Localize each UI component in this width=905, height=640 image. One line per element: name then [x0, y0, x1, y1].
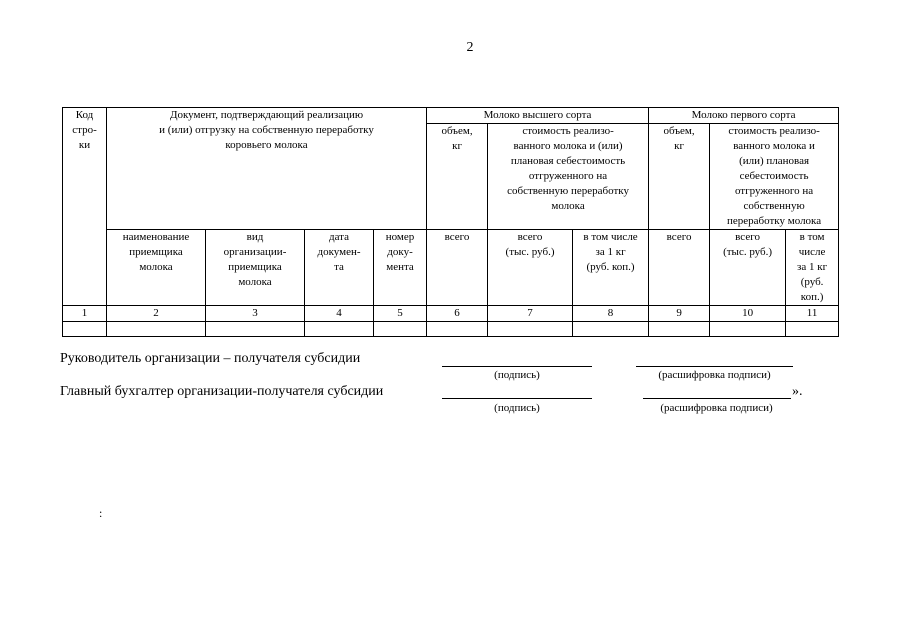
closing-quote: ». — [792, 384, 803, 399]
header-cost-first-grade: стоимость реализо- ванного молока и (или) плановая себестоимость отгруженного на собственную переработку молока — [710, 124, 839, 230]
stray-colon-mark: : — [99, 506, 103, 520]
column-number: 4 — [305, 306, 374, 322]
head-decoding-line[interactable] — [636, 366, 793, 367]
data-cell[interactable] — [573, 322, 649, 337]
data-cell[interactable] — [427, 322, 488, 337]
accountant-decoding-caption: (расшифровка подписи) — [660, 402, 773, 414]
header-first-grade-milk: Молоко первого сорта — [649, 108, 839, 124]
empty-data-row — [63, 322, 839, 337]
header-top-grade-milk: Молоко высшего сорта — [427, 108, 649, 124]
header-volume-top-grade: объем, кг — [427, 124, 488, 230]
column-number: 7 — [488, 306, 573, 322]
accountant-signature-caption: (подпись) — [494, 402, 540, 414]
accountant-signature-line[interactable] — [442, 398, 592, 399]
column-number: 2 — [107, 306, 206, 322]
subheader-per-kg-top: в том числе за 1 кг (руб. коп.) — [573, 230, 649, 306]
subheader-total-volume-first: всего — [649, 230, 710, 306]
column-number-row — [63, 306, 839, 322]
subheader-per-kg-first: в том числе за 1 кг (руб. коп.) — [786, 230, 839, 306]
data-cell[interactable] — [649, 322, 710, 337]
subheader-document-number: номер доку- мента — [374, 230, 427, 306]
head-signature-line[interactable] — [442, 366, 592, 367]
column-number: 3 — [206, 306, 305, 322]
subheader-total-cost-top: всего (тыс. руб.) — [488, 230, 573, 306]
head-signature-caption: (подпись) — [494, 369, 540, 381]
accountant-signature-label: Главный бухгалтер организации-получателя субсидии — [60, 384, 384, 399]
subheader-document-date: дата докумен- та — [305, 230, 374, 306]
milk-sales-table — [62, 107, 839, 337]
header-document: Документ, подтверждающий реализацию и (или) отгрузку на собственную переработку коровьего молока — [107, 108, 427, 230]
subheader-total-volume-top: всего — [427, 230, 488, 306]
data-cell[interactable] — [786, 322, 839, 337]
data-cell[interactable] — [374, 322, 427, 337]
column-number: 10 — [710, 306, 786, 322]
header-volume-first-grade: объем, кг — [649, 124, 710, 230]
header-row-code: Код стро- ки — [63, 108, 107, 306]
subheader-receiver-name: наименование приемщика молока — [107, 230, 206, 306]
data-cell[interactable] — [305, 322, 374, 337]
page-number: 2 — [466, 40, 474, 55]
column-number: 8 — [573, 306, 649, 322]
data-cell[interactable] — [710, 322, 786, 337]
header-cost-top-grade: стоимость реализо- ванного молока и (или) плановая себестоимость отгруженного на собственную переработку молока — [488, 124, 649, 230]
column-number: 6 — [427, 306, 488, 322]
column-number: 11 — [786, 306, 839, 322]
head-signature-label: Руководитель организации – получателя субсидии — [60, 351, 361, 366]
subheader-total-cost-first: всего (тыс. руб.) — [710, 230, 786, 306]
column-number: 5 — [374, 306, 427, 322]
column-number: 9 — [649, 306, 710, 322]
data-cell[interactable] — [107, 322, 206, 337]
data-cell[interactable] — [63, 322, 107, 337]
data-cell[interactable] — [206, 322, 305, 337]
column-number: 1 — [63, 306, 107, 322]
accountant-decoding-line[interactable] — [643, 398, 791, 399]
subheader-receiver-type: вид организации- приемщика молока — [206, 230, 305, 306]
head-decoding-caption: (расшифровка подписи) — [658, 369, 771, 381]
data-cell[interactable] — [488, 322, 573, 337]
